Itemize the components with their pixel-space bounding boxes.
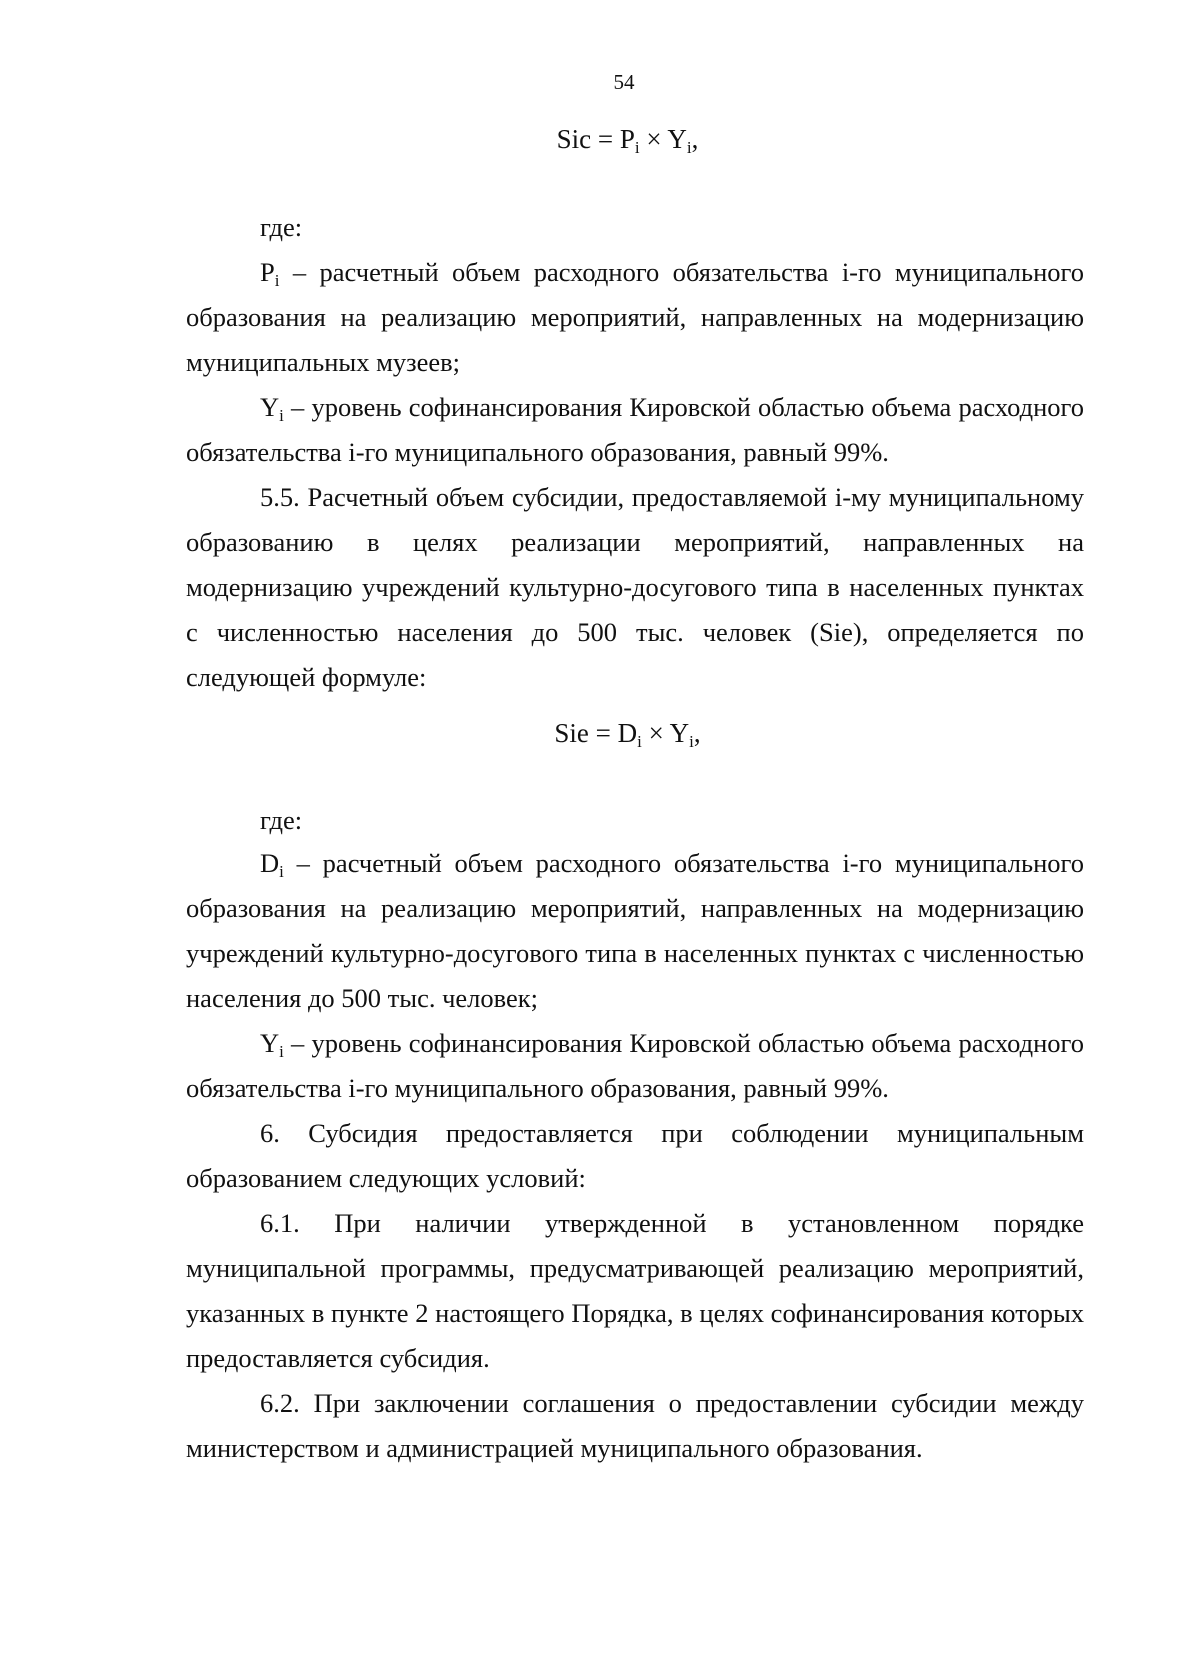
var-y: Y (260, 1028, 280, 1058)
formula-tail: , (691, 124, 699, 154)
formula-sic (0, 124, 1200, 155)
definition-p (186, 250, 1084, 385)
clause-5-5: 5.5. Расчетный объем субсидии, предоставляемой i-му муниципальному образованию в целях реализации мероприятий, направленных на модернизацию учреждений культурно-досугового типа в населенных пунктах с численностью населения до 500 тыс. человек (Sie), определяется по следующей формуле: (186, 482, 1084, 692)
formula-equals: = (591, 124, 620, 154)
definition-y (186, 385, 1084, 475)
definitions-block-2 (186, 798, 1084, 1471)
var-y-sub: i (279, 406, 284, 425)
formula-sub-i: i (637, 732, 642, 751)
formula-equals: = (588, 718, 618, 748)
where-label: где: (260, 805, 303, 835)
formula-times: × (641, 718, 670, 748)
formula-var-p: P (619, 124, 635, 154)
clause-6-2: 6.2. При заключении соглашения о предоставлении субсидии между министерством и администрацией муниципального образования. (186, 1388, 1084, 1463)
definition-y (186, 1021, 1084, 1111)
formula-tail: , (693, 718, 701, 748)
definition-d-text: – расчетный объем расходного обязательства i-го муниципального образования на реализацию мероприятий, направленных на модернизацию учреждений культурно-досугового типа в населенных пунктах с численностью населения до 500 тыс. человек; (186, 848, 1084, 1013)
formula-times: × (639, 124, 668, 154)
definition-y-text: – уровень софинансирования Кировской областью объема расходного обязательства i-го муниципального образования, равный 99%. (186, 1028, 1084, 1103)
definitions-block-1 (186, 205, 1084, 700)
formula-var-d: D (617, 718, 638, 748)
var-d-sub: i (279, 862, 284, 881)
formula-lhs: Sic (556, 124, 592, 154)
var-y: Y (260, 392, 280, 422)
var-d: D (260, 848, 280, 878)
formula-lhs: Sie (554, 718, 589, 748)
var-p: P (260, 257, 275, 287)
formula-sub-i: i (634, 138, 640, 157)
var-p-sub: i (274, 271, 280, 290)
formula-sub-i: i (689, 732, 694, 751)
definition-d (186, 841, 1084, 1021)
definition-y-text: – уровень софинансирования Кировской областью объема расходного обязательства i-го муниципального образования, равный 99%. (186, 392, 1084, 467)
clause-6-1: 6.1. При наличии утвержденной в установленном порядке муниципальной программы, предусматривающей реализацию мероприятий, указанных в пункте 2 настоящего Порядка, в целях софинансирования которых предоставляется субсидия. (186, 1208, 1084, 1373)
formula-var-y: Y (669, 718, 690, 748)
definition-p-text: – расчетный объем расходного обязательства i-го муниципального образования на реализацию мероприятий, направленных на модернизацию муниципальных музеев; (186, 257, 1084, 377)
formula-var-y: Y (667, 124, 687, 154)
var-y-sub: i (279, 1042, 284, 1061)
where-label: где: (260, 212, 303, 242)
clause-6: 6. Субсидия предоставляется при соблюдении муниципальным образованием следующих условий: (186, 1118, 1084, 1193)
page-number: 54 (613, 70, 635, 94)
formula-sie (0, 718, 1200, 749)
formula-sub-i: i (686, 138, 692, 157)
